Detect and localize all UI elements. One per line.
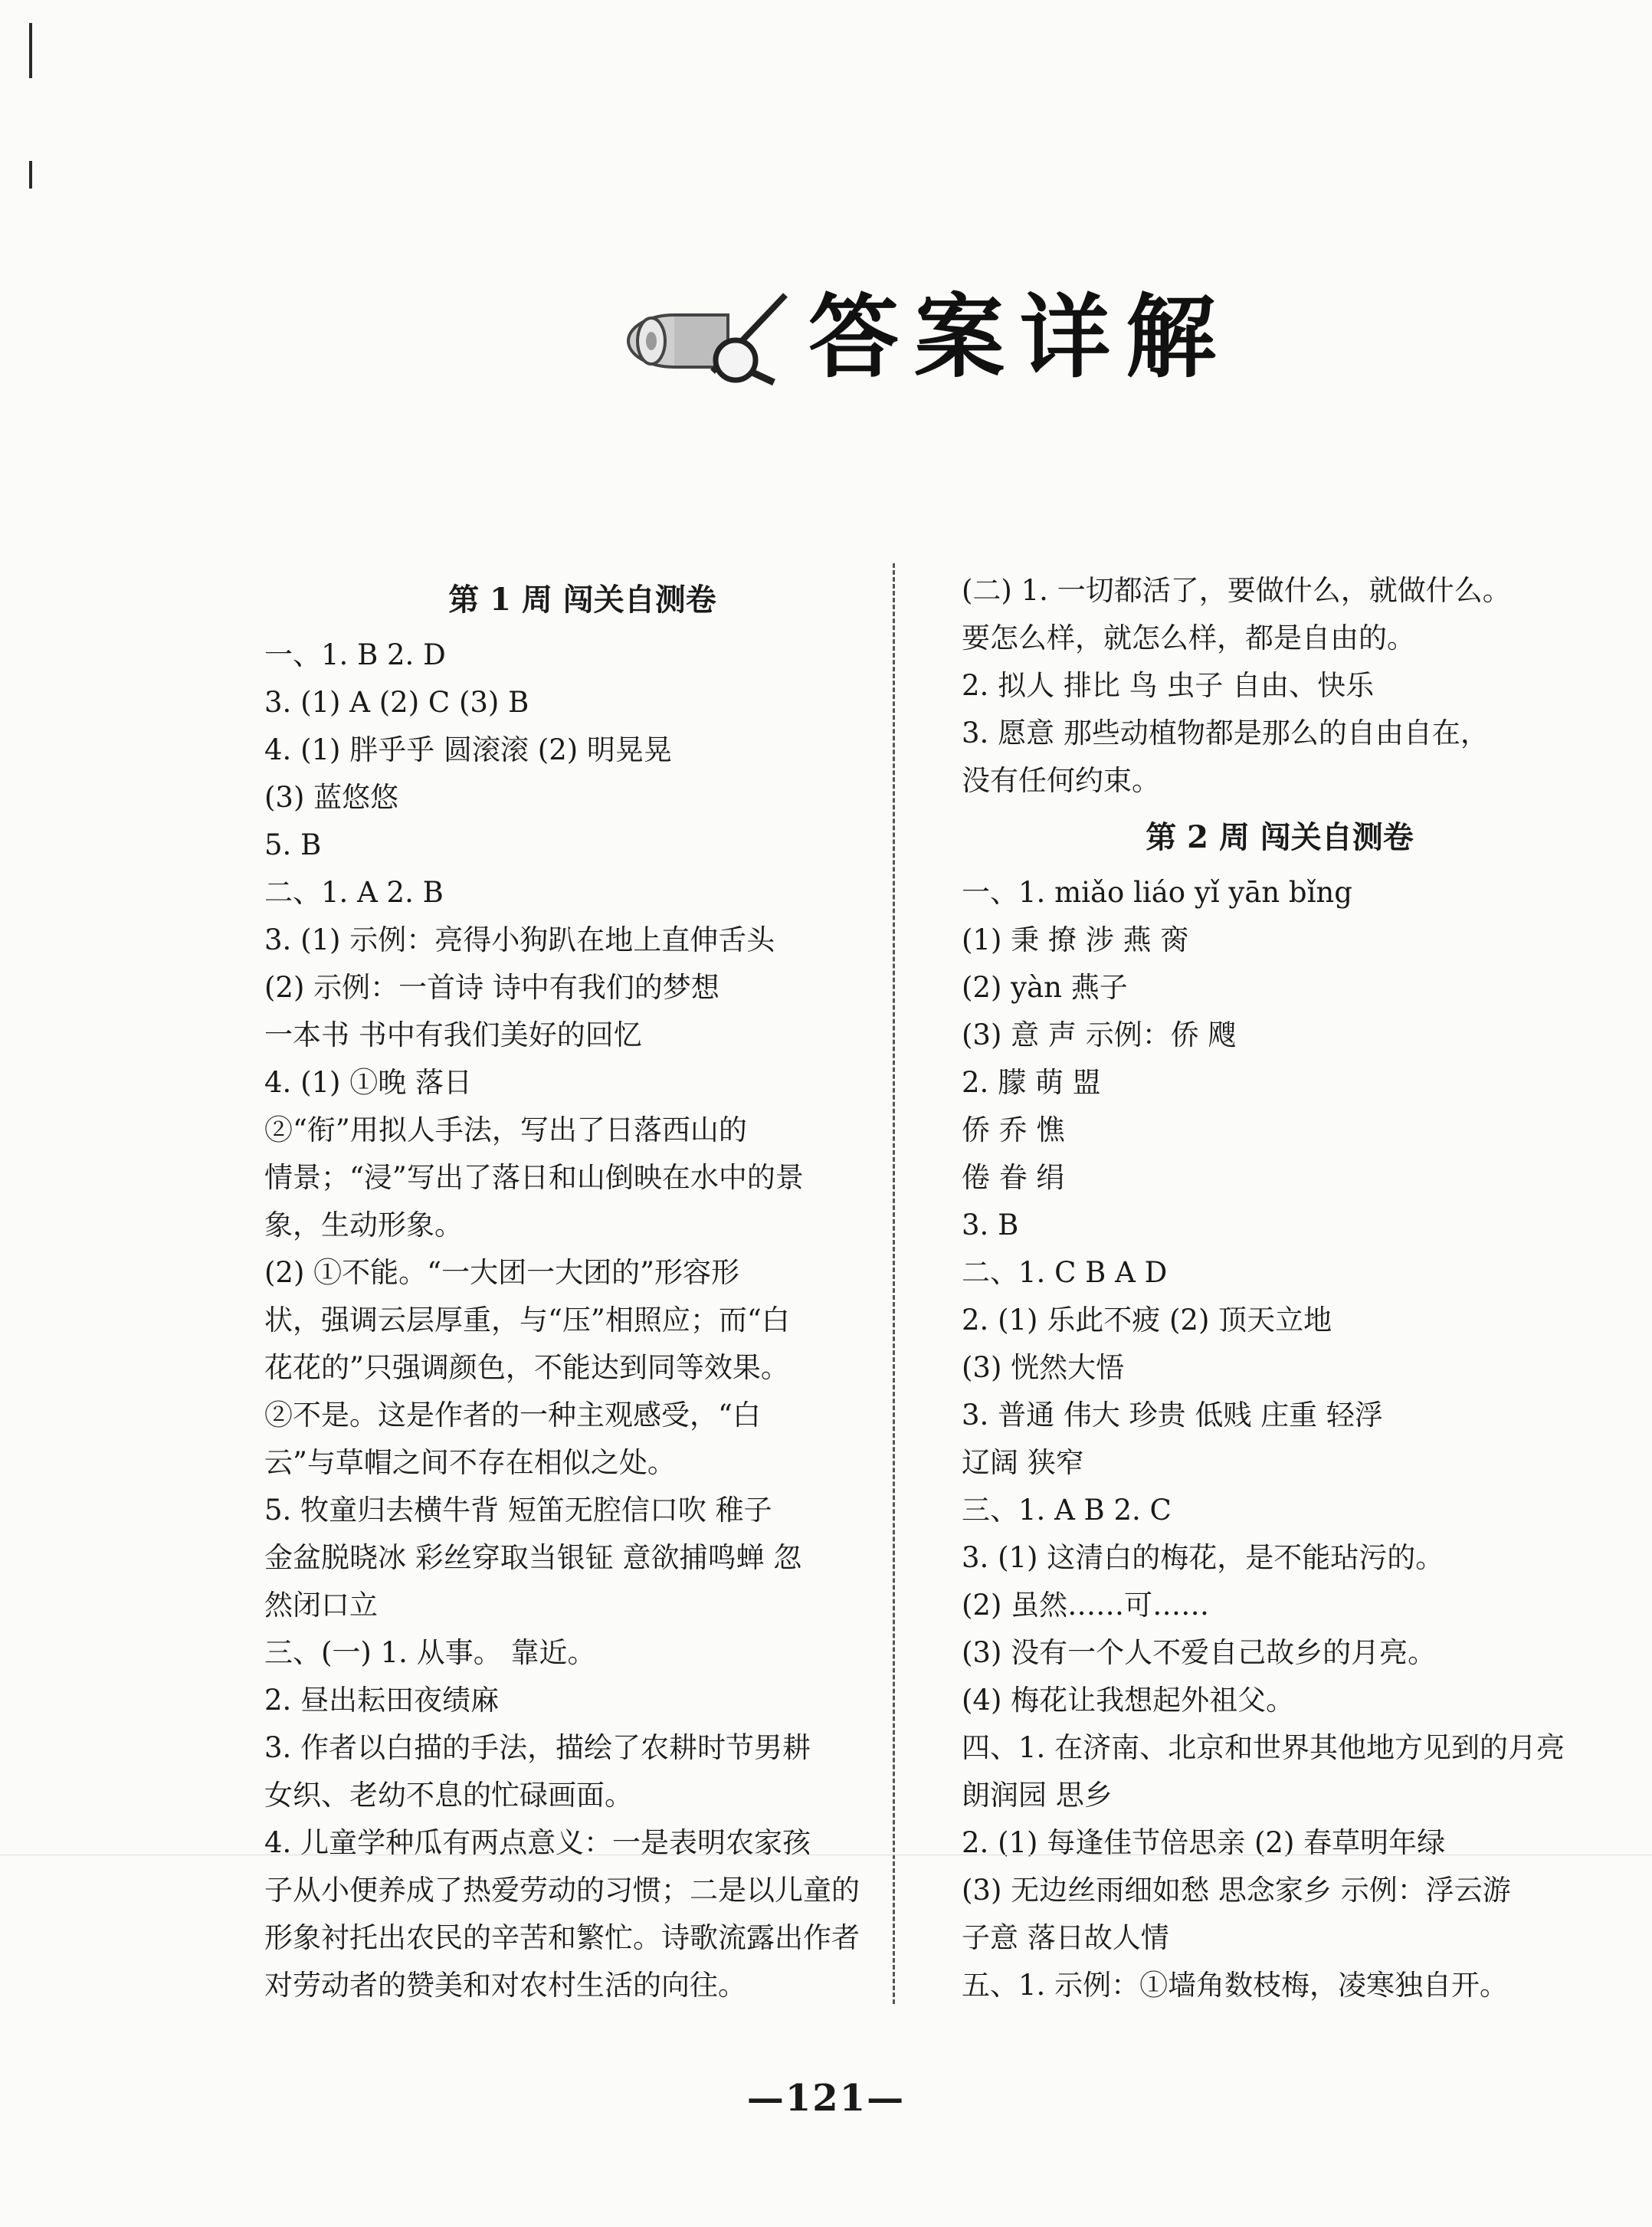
page-number: —121— <box>746 2077 906 2120</box>
answer-line: 一、1. B 2. D <box>264 638 446 671</box>
answer-line: 三、(一) 1. 从事。 靠近。 <box>264 1636 596 1669</box>
answer-line: 三、1. A B 2. C <box>962 1494 1172 1527</box>
right-answer-lines-top <box>962 567 1598 805</box>
section-title-week-2: 第 2 周 闯关自测卷 <box>1146 819 1414 855</box>
answer-line: 侨 乔 憔 <box>962 1114 1065 1146</box>
answer-line: 一、1. miǎo liáo yǐ yān bǐng <box>962 876 1352 909</box>
page-header <box>0 261 1652 414</box>
answer-line: 3. 愿意 那些动植物都是那么的自由自在， <box>962 717 1489 749</box>
answer-line: 2. (1) 每逢佳节倍思亲 (2) 春草明年绿 <box>962 1826 1446 1859</box>
answer-line: 5. B <box>264 828 322 861</box>
left-answer-lines <box>264 631 900 2009</box>
answer-line: 云”与草帽之间不存在相似之处。 <box>264 1446 676 1479</box>
answer-line: 2. (1) 乐此不疲 (2) 顶天立地 <box>962 1304 1332 1337</box>
answer-line: 倦 眷 绢 <box>962 1161 1065 1194</box>
answer-line: 对劳动者的赞美和对农村生活的向往。 <box>264 1969 746 2002</box>
answer-line: 3. (1) 示例：亮得小狗趴在地上直伸舌头 <box>264 923 775 956</box>
answer-line: 4. (1) 胖乎乎 圆滚滚 (2) 明晃晃 <box>264 733 672 766</box>
answer-line: ②不是。这是作者的一种主观感受，“白 <box>264 1399 761 1432</box>
answer-line: (3) 恍然大悟 <box>962 1351 1125 1384</box>
answer-line: (1) 秉 撩 涉 燕 脔 <box>962 923 1189 956</box>
answer-line: 2. 朦 萌 盟 <box>962 1066 1101 1099</box>
answer-line: (2) ①不能。“一大团一大团的”形容形 <box>264 1256 740 1289</box>
answer-line: 3. 作者以白描的手法，描绘了农耕时节男耕 <box>264 1731 811 1764</box>
answer-line: (二) 1. 一切都活了，要做什么，就做什么。 <box>962 574 1511 607</box>
answer-line: 金盆脱晓冰 彩丝穿取当银钲 意欲捕鸣蝉 忽 <box>264 1541 802 1574</box>
answer-line: 四、1. 在济南、北京和世界其他地方见到的月亮 <box>962 1731 1565 1764</box>
answer-line: 3. 普通 伟大 珍贵 低贱 庄重 轻浮 <box>962 1399 1383 1432</box>
answer-line: ②“衔”用拟人手法，写出了日落西山的 <box>264 1114 747 1146</box>
answer-line: 3. (1) 这清白的梅花，是不能玷污的。 <box>962 1541 1444 1574</box>
answer-line: 情景；“浸”写出了落日和山倒映在水中的景 <box>264 1161 804 1194</box>
answer-line: 2. 拟人 排比 鸟 虫子 自由、快乐 <box>962 669 1375 702</box>
answer-line: 女织、老幼不息的忙碌画面。 <box>264 1779 633 1812</box>
answer-line: (3) 意 声 示例：侨 飕 <box>962 1018 1237 1051</box>
answer-line: (3) 蓝悠悠 <box>264 781 399 814</box>
answer-line: 花花的”只强调颜色，不能达到同等效果。 <box>264 1351 789 1384</box>
answer-line: 子从小便养成了热爱劳动的习惯；二是以儿童的 <box>264 1874 860 1907</box>
answer-line: 3. B <box>962 1209 1019 1241</box>
right-answer-lines-bottom <box>962 869 1598 2009</box>
answer-line: (3) 没有一个人不爱自己故乡的月亮。 <box>962 1636 1437 1669</box>
answer-line: (3) 无边丝雨细如愁 思念家乡 示例：浮云游 <box>962 1874 1511 1907</box>
answer-line: 然闭口立 <box>264 1589 378 1622</box>
page-title: 答案详解 <box>808 284 1232 390</box>
left-column <box>264 567 900 2009</box>
answer-line: (2) yàn 燕子 <box>962 971 1128 1004</box>
answer-line: 要怎么样，就怎么样，都是自由的。 <box>962 622 1415 654</box>
answer-line: 朗润园 思乡 <box>962 1779 1113 1812</box>
section-title-week-1: 第 1 周 闯关自测卷 <box>448 582 716 618</box>
binding-edge-mark <box>29 23 32 483</box>
answer-line: 五、1. 示例：①墙角数枝梅，凌寒独自开。 <box>962 1969 1509 2002</box>
answer-line: 象，生动形象。 <box>264 1209 463 1241</box>
scroll-magnifier-icon <box>621 287 797 387</box>
answer-line: 2. 昼出耘田夜绩麻 <box>264 1684 500 1717</box>
answer-line: 状，强调云层厚重，与“压”相照应；而“白 <box>264 1304 790 1337</box>
answer-line: 4. (1) ①晚 落日 <box>264 1066 472 1099</box>
answer-line: 形象衬托出农民的辛苦和繁忙。诗歌流露出作者 <box>264 1921 860 1954</box>
answer-line: 5. 牧童归去横牛背 短笛无腔信口吹 稚子 <box>264 1494 772 1527</box>
answer-line: (2) 示例：一首诗 诗中有我们的梦想 <box>264 971 719 1004</box>
answer-line: 3. (1) A (2) C (3) B <box>264 686 529 719</box>
right-column <box>962 567 1598 2009</box>
answer-line: 子意 落日故人情 <box>962 1921 1169 1954</box>
answer-line: 没有任何约束。 <box>962 764 1160 797</box>
answer-line: (4) 梅花让我想起外祖父。 <box>962 1684 1295 1717</box>
answer-line: (2) 虽然……可…… <box>962 1589 1210 1622</box>
answer-line: 辽阔 狭窄 <box>962 1446 1084 1479</box>
answer-line: 二、1. A 2. B <box>264 876 444 909</box>
answer-line: 4. 儿童学种瓜有两点意义：一是表明农家孩 <box>264 1826 811 1859</box>
answer-line: 一本书 书中有我们美好的回忆 <box>264 1018 642 1051</box>
answer-line: 二、1. C B A D <box>962 1256 1168 1289</box>
